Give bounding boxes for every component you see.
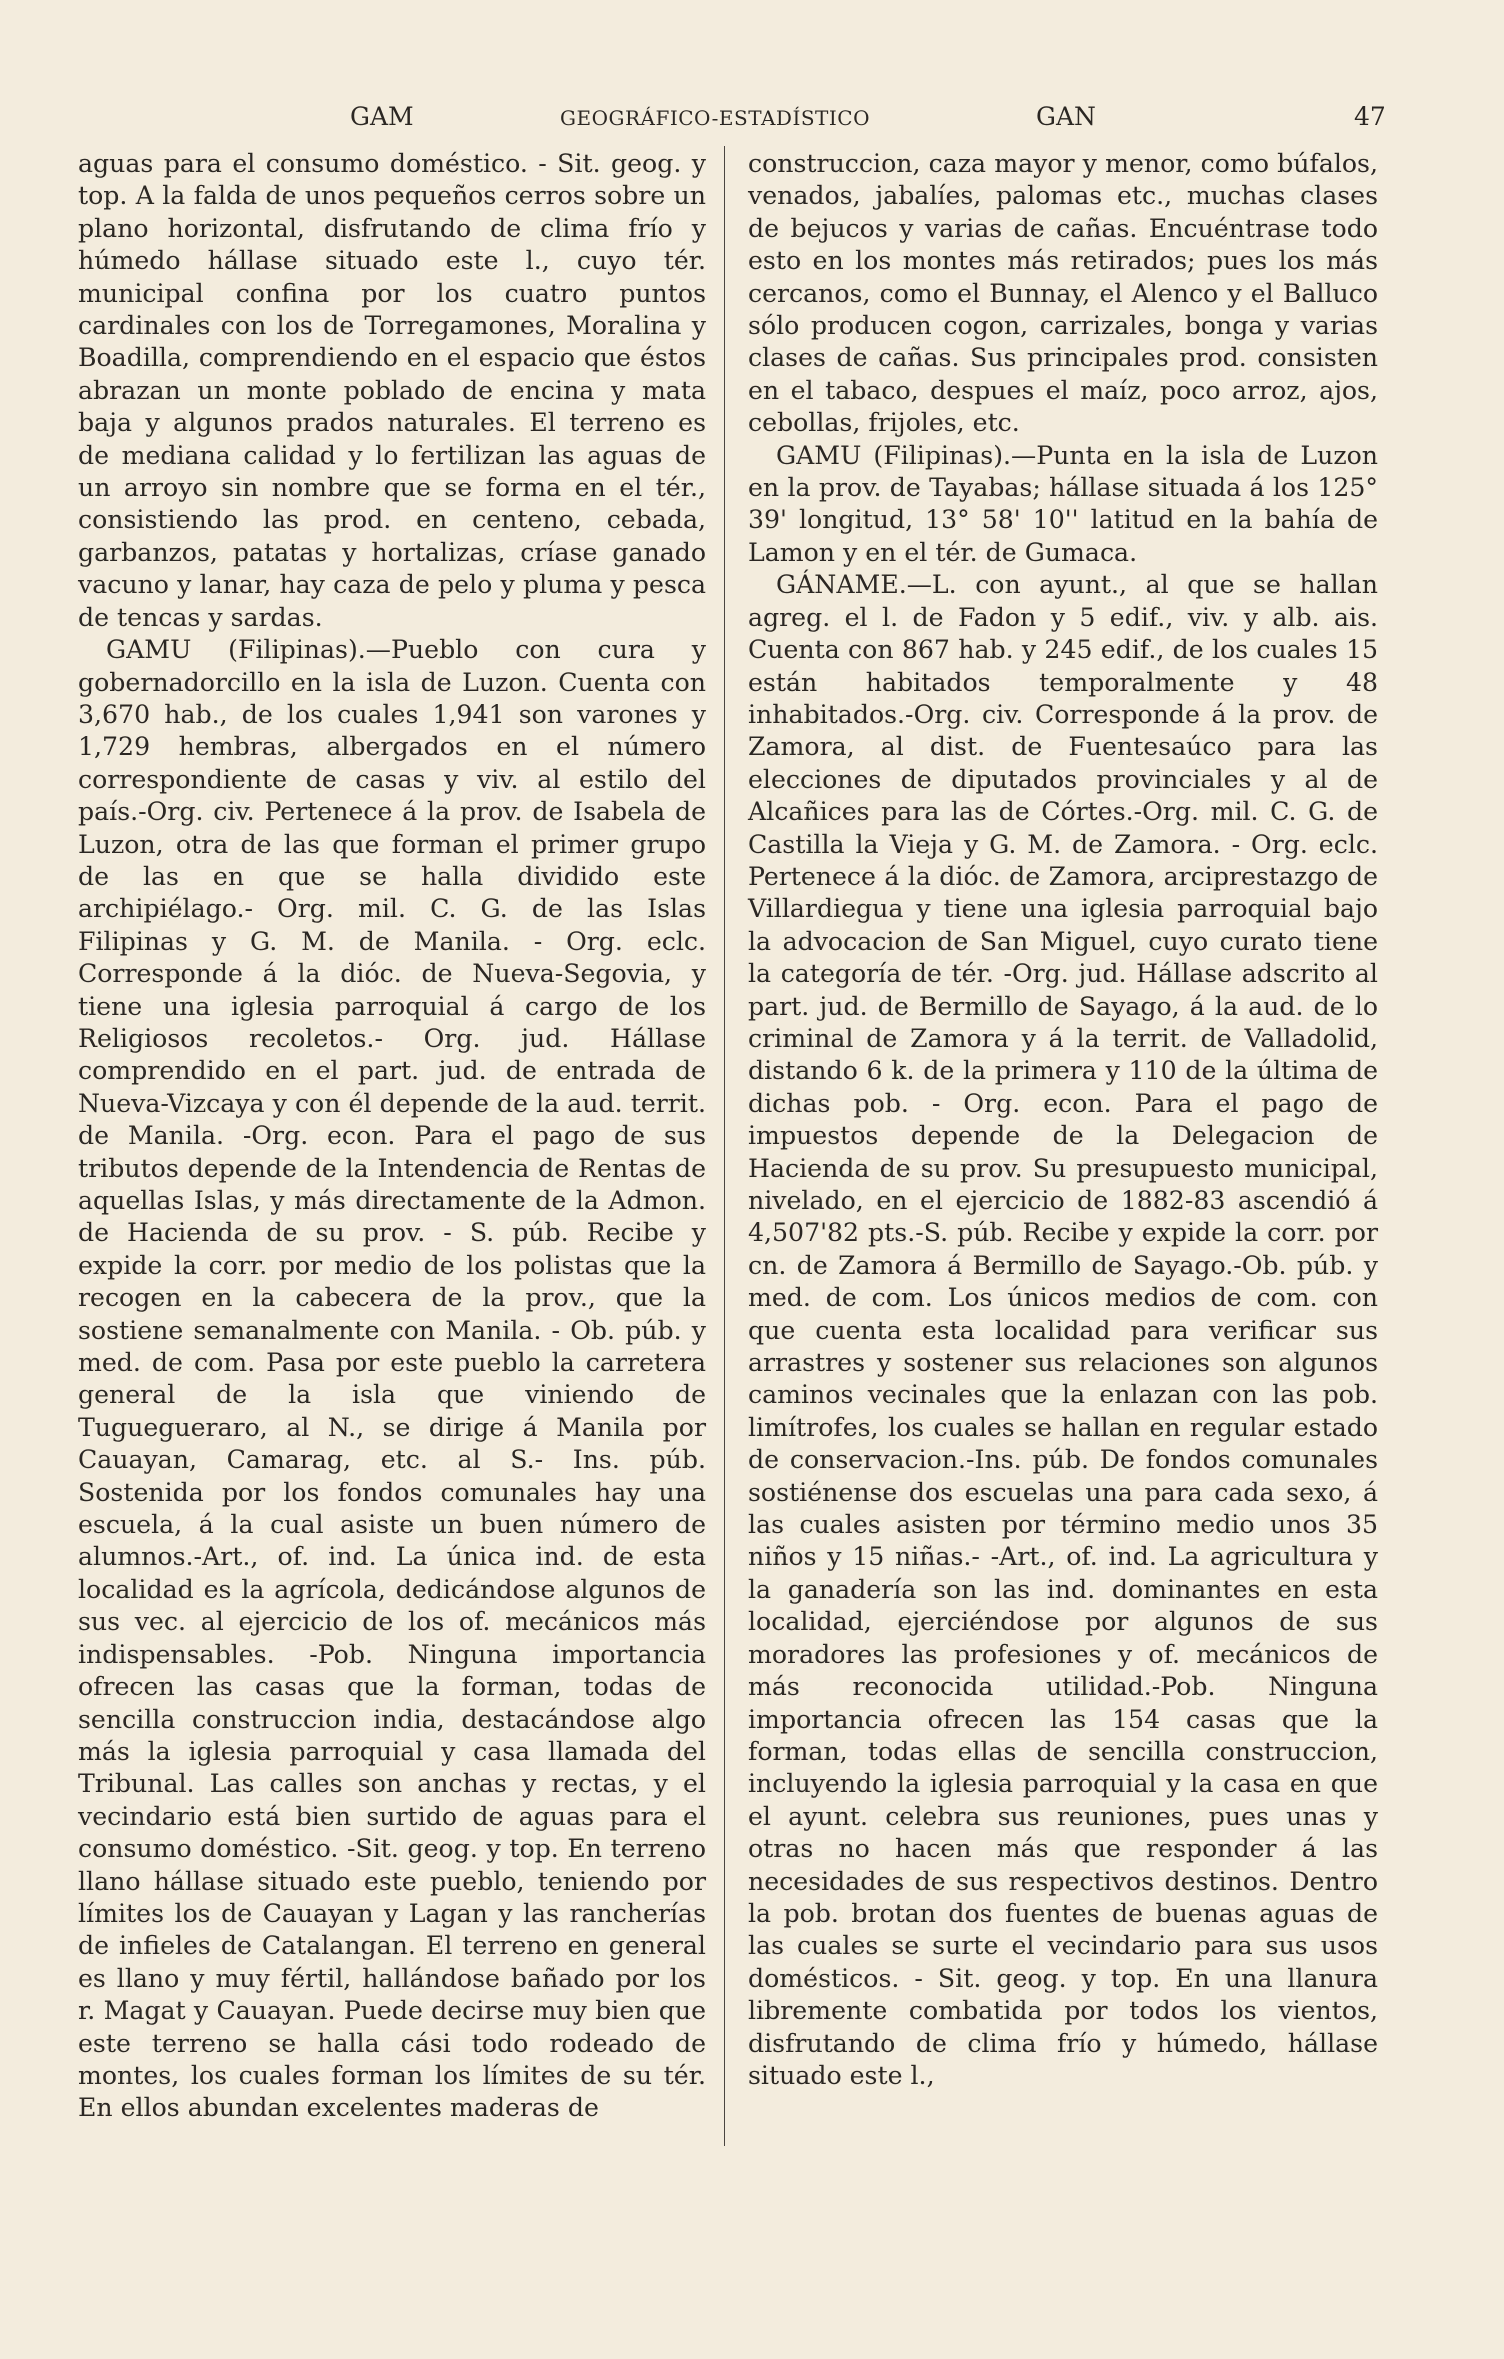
header-right-term: GAN: [1036, 102, 1096, 131]
header-left-term: GAM: [350, 102, 414, 131]
paragraph: GAMU (Filipinas).—Punta en la isla de Luzon en la prov. de Tayabas; hállase situada á los 125° 39' longitud, 13° 58' 10'' latitud en la bahía de Lamon y en el tér. de Gumaca.: [748, 440, 1378, 567]
paragraph: aguas para el consumo doméstico. - Sit. geog. y top. A la falda de unos pequeños cerros sobre un plano horizontal, disfrutando de clima frío y húmedo hállase situado este l., cuyo tér. municipal confina por los cuatro puntos cardinales con los de Torregamones, Moralina y Boadilla, comprendiendo en el espacio que éstos abrazan un monte poblado de encina y mata baja y algunos prados naturales. El terreno es de mediana calidad y lo fertilizan las aguas de un arroyo sin nombre que se forma en el tér., consistiendo las prod. en centeno, cebada, garbanzos, patatas y hortalizas, críase ganado vacuno y lanar, hay caza de pelo y pluma y pesca de tencas y sardas.: [78, 149, 706, 632]
header-center-title: GEOGRÁFICO-ESTADÍSTICO: [560, 106, 870, 130]
page-number: 47: [1354, 102, 1386, 131]
paragraph: construccion, caza mayor y menor, como búfalos, venados, jabalíes, palomas etc., muchas clases de bejucos y varias de cañas. Encuéntrase todo esto en los montes más retirados; pues los más cercanos, como el Bunnay, el Alenco y el Balluco sólo producen cogon, carrizales, bonga y varias clases de cañas. Sus principales prod. consisten en el tabaco, despues el maíz, poco arroz, ajos, cebollas, frijoles, etc.: [748, 149, 1378, 438]
right-column: [748, 148, 1378, 2092]
paragraph: GAMU (Filipinas).—Pueblo con cura y gobernadorcillo en la isla de Luzon. Cuenta con 3,670 hab., de los cuales 1,941 son varones y 1,729 hembras, albergados en el número correspondiente de casas y viv. al estilo del país.-Org. civ. Pertenece á la prov. de Isabela de Luzon, otra de las que forman el primer grupo de las en que se halla dividido este archipiélago.- Org. mil. C. G. de las Islas Filipinas y G. M. de Manila. - Org. eclc. Corresponde á la dióc. de Nueva-Segovia, y tiene una iglesia parroquial á cargo de los Religiosos recoletos.- Org. jud. Hállase comprendido en el part. jud. de entrada de Nueva-Vizcaya y con él depende de la aud. territ. de Manila. -Org. econ. Para el pago de sus tributos depende de la Intendencia de Rentas de aquellas Islas, y más directamente de la Admon. de Hacienda de su prov. - S. púb. Recibe y expide la corr. por medio de los polistas que la recogen en la cabecera de la prov., que la sostiene semanalmente con Manila. - Ob. púb. y med. de com. Pasa por este pueblo la carretera general de la isla que viniendo de Tuguegueraro, al N., se dirige á Manila por Cauayan, Camarag, etc. al S.- Ins. púb. Sostenida por los fondos comunales hay una escuela, á la cual asiste un buen número de alumnos.-Art., of. ind. La única ind. de esta localidad es la agrícola, dedicándose algunos de sus vec. al ejercicio de los of. mecánicos más indispensables. -Pob. Ninguna importancia ofrecen las casas que la forman, todas de sencilla construccion india, destacándose algo más la iglesia parroquial y casa llamada del Tribunal. Las calles son anchas y rectas, y el vecindario está bien surtido de aguas para el consumo doméstico. -Sit. geog. y top. En terreno llano hállase situado este pueblo, teniendo por límites los de Cauayan y Lagan y las rancherías de infieles de Catalangan. El terreno en general es llano y muy fértil, hallándose bañado por los r. Magat y Cauayan. Puede decirse muy bien que este terreno se halla cási todo rodeado de montes, los cuales forman los límites de su tér. En ellos abundan excelentes maderas de: [78, 635, 706, 2123]
paragraph: GÁNAME.—L. con ayunt., al que se hallan agreg. el l. de Fadon y 5 edif., viv. y alb. ais. Cuenta con 867 hab. y 245 edif., de los cuales 15 están habitados temporalmente y 48 inhabitados.-Org. civ. Corresponde á la prov. de Zamora, al dist. de Fuentesaúco para las elecciones de diputados provinciales y al de Alcañices para las de Córtes.-Org. mil. C. G. de Castilla la Vieja y G. M. de Zamora. - Org. eclc. Pertenece á la dióc. de Zamora, arciprestazgo de Villardiegua y tiene una iglesia parroquial bajo la advocacion de San Miguel, cuyo curato tiene la categoría de tér. -Org. jud. Hállase adscrito al part. jud. de Bermillo de Sayago, á la aud. de lo criminal de Zamora y á la territ. de Valladolid, distando 6 k. de la primera y 110 de la última de dichas pob. - Org. econ. Para el pago de impuestos depende de la Delegacion de Hacienda de su prov. Su presupuesto municipal, nivelado, en el ejercicio de 1882-83 ascendió á 4,507'82 pts.-S. púb. Recibe y expide la corr. por cn. de Zamora á Bermillo de Sayago.-Ob. púb. y med. de com. Los únicos medios de com. con que cuenta esta localidad para verificar sus arrastres y sostener sus relaciones son algunos caminos vecinales que la enlazan con las pob. limítrofes, los cuales se hallan en regular estado de conservacion.-Ins. púb. De fondos comunales sostiénense dos escuelas una para cada sexo, á las cuales asisten por término medio unos 35 niños y 15 niñas.- -Art., of. ind. La agricultura y la ganadería son las ind. dominantes en esta localidad, ejerciéndose por algunos de sus moradores las profesiones y of. mecánicos de más reconocida utilidad.-Pob. Ninguna importancia ofrecen las 154 casas que la forman, todas ellas de sencilla construccion, incluyendo la iglesia parroquial y la casa en que el ayunt. celebra sus reuniones, pues unas y otras no hacen más que responder á las necesidades de sus respectivos destinos. Dentro la pob. brotan dos fuentes de buenas aguas de las cuales se surte el vecindario para sus usos domésticos. - Sit. geog. y top. En una llanura libremente combatida por todos los vientos, disfrutando de clima frío y húmedo, hállase situado este l.,: [748, 570, 1378, 2090]
running-header: [0, 102, 1504, 142]
left-column: [78, 148, 706, 2125]
column-divider: [724, 146, 725, 2146]
